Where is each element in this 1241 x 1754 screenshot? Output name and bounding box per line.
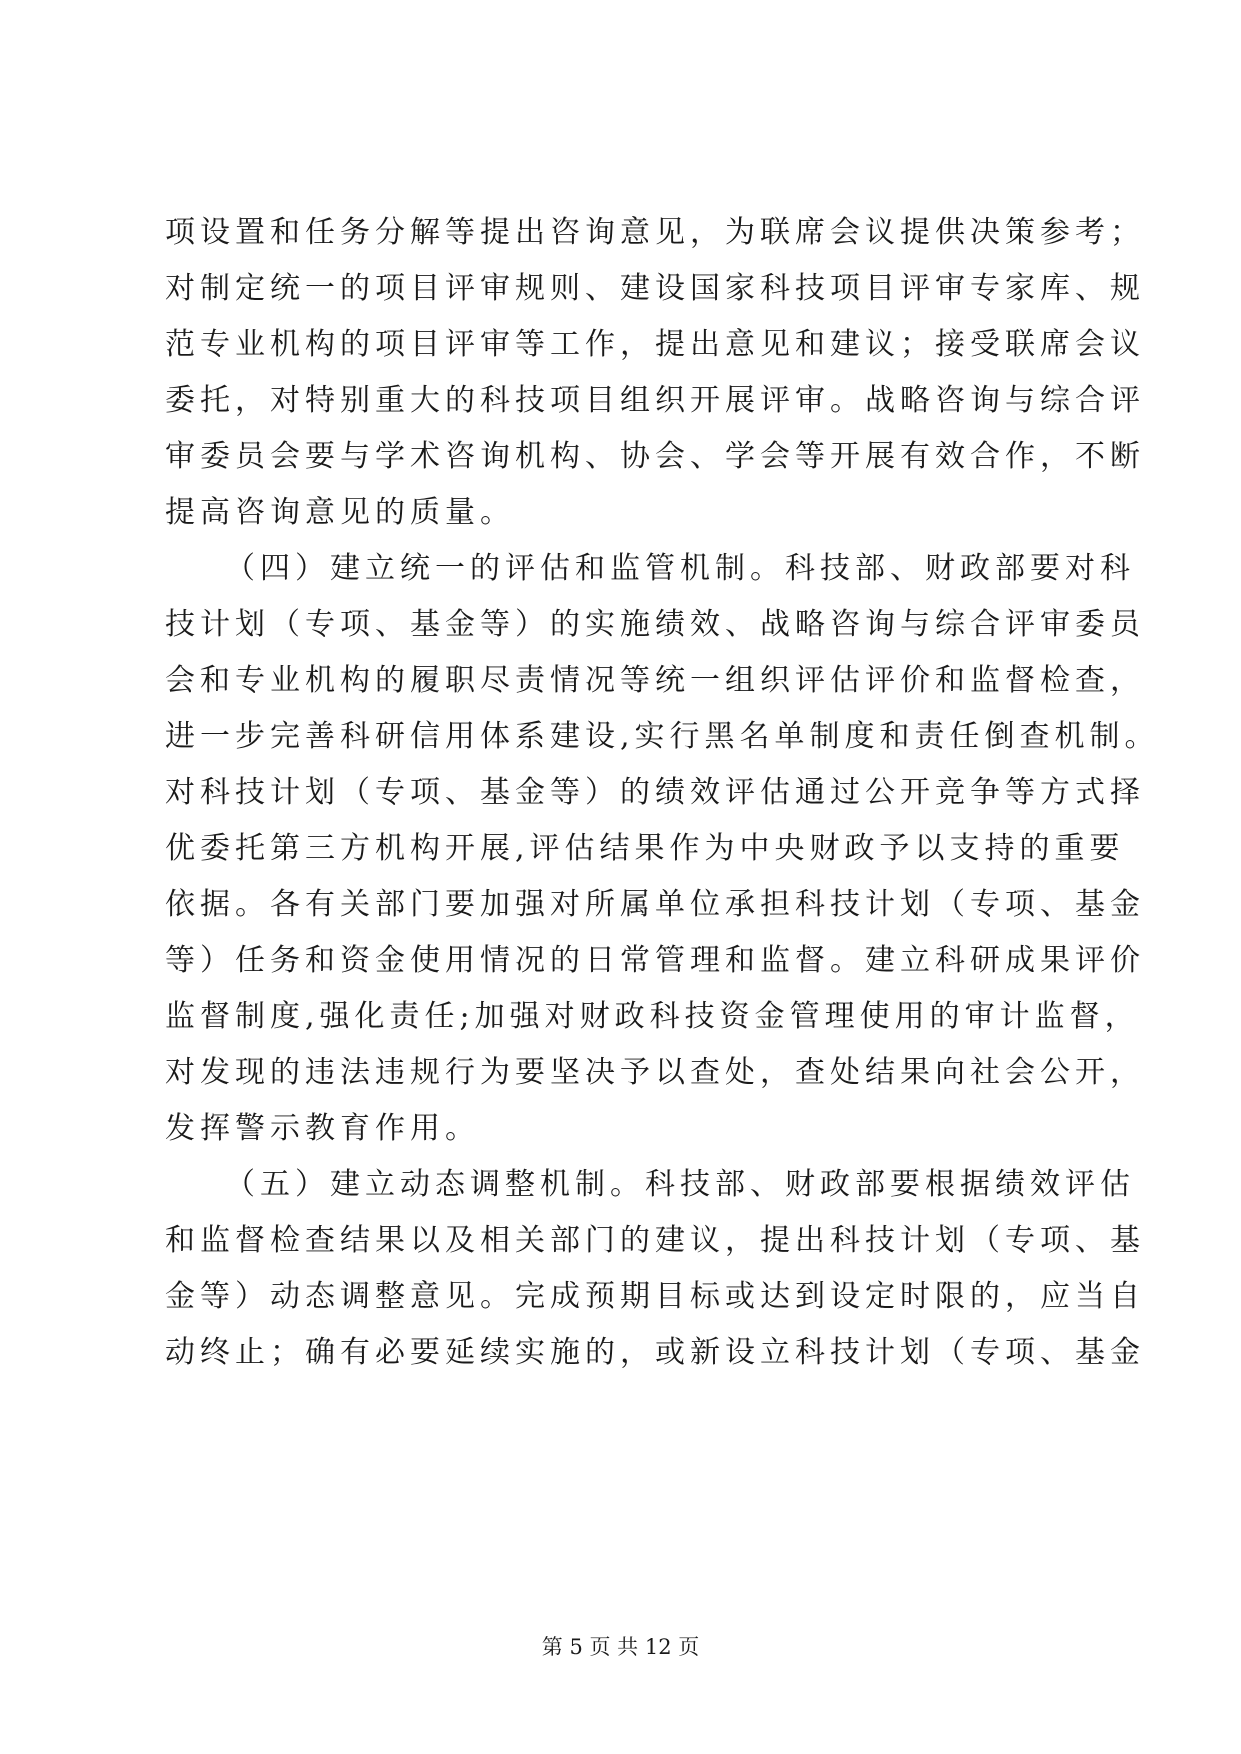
text-line: 范专业机构的项目评审等工作，提出意见和建议；接受联席会议 bbox=[165, 327, 1145, 362]
text-line: 动终止；确有必要延续实施的，或新设立科技计划（专项、基金 bbox=[165, 1335, 1145, 1370]
text-line: 技计划（专项、基金等）的实施绩效、战略咨询与综合评审委员 bbox=[165, 607, 1145, 642]
text-line: 对科技计划（专项、基金等）的绩效评估通过公开竞争等方式择 bbox=[165, 775, 1145, 810]
text-line: 提高咨询意见的质量。 bbox=[165, 495, 515, 530]
text-line: 委托，对特别重大的科技项目组织开展评审。战略咨询与综合评 bbox=[165, 383, 1145, 418]
body-text bbox=[165, 205, 1160, 1381]
text-line: 监督制度,强化责任;加强对财政科技资金管理使用的审计监督， bbox=[165, 999, 1140, 1034]
text-line: 和监督检查结果以及相关部门的建议，提出科技计划（专项、基 bbox=[165, 1223, 1145, 1258]
page-number-footer: 第 5 页 共 12 页 bbox=[541, 1635, 700, 1659]
text-line: 依据。各有关部门要加强对所属单位承担科技计划（专项、基金 bbox=[165, 887, 1145, 922]
text-line: 金等）动态调整意见。完成预期目标或达到设定时限的，应当自 bbox=[165, 1279, 1145, 1314]
text-line: 进一步完善科研信用体系建设,实行黑名单制度和责任倒查机制。 bbox=[165, 719, 1160, 754]
text-line: 等）任务和资金使用情况的日常管理和监督。建立科研成果评价 bbox=[165, 943, 1145, 978]
text-line: 发挥警示教育作用。 bbox=[165, 1111, 480, 1146]
text-line: 优委托第三方机构开展,评估结果作为中央财政予以支持的重要 bbox=[165, 831, 1125, 866]
text-line: 审委员会要与学术咨询机构、协会、学会等开展有效合作，不断 bbox=[165, 439, 1145, 474]
paragraph-start-line: （五）建立动态调整机制。科技部、财政部要根据绩效评估 bbox=[225, 1167, 1135, 1202]
text-line: 会和专业机构的履职尽责情况等统一组织评估评价和监督检查， bbox=[165, 663, 1145, 698]
text-line: 对发现的违法违规行为要坚决予以查处，查处结果向社会公开， bbox=[165, 1055, 1145, 1090]
paragraph-start-line: （四）建立统一的评估和监管机制。科技部、财政部要对科 bbox=[225, 551, 1135, 586]
text-line: 项设置和任务分解等提出咨询意见，为联席会议提供决策参考； bbox=[165, 215, 1145, 250]
text-line: 对制定统一的项目评审规则、建设国家科技项目评审专家库、规 bbox=[165, 271, 1145, 306]
